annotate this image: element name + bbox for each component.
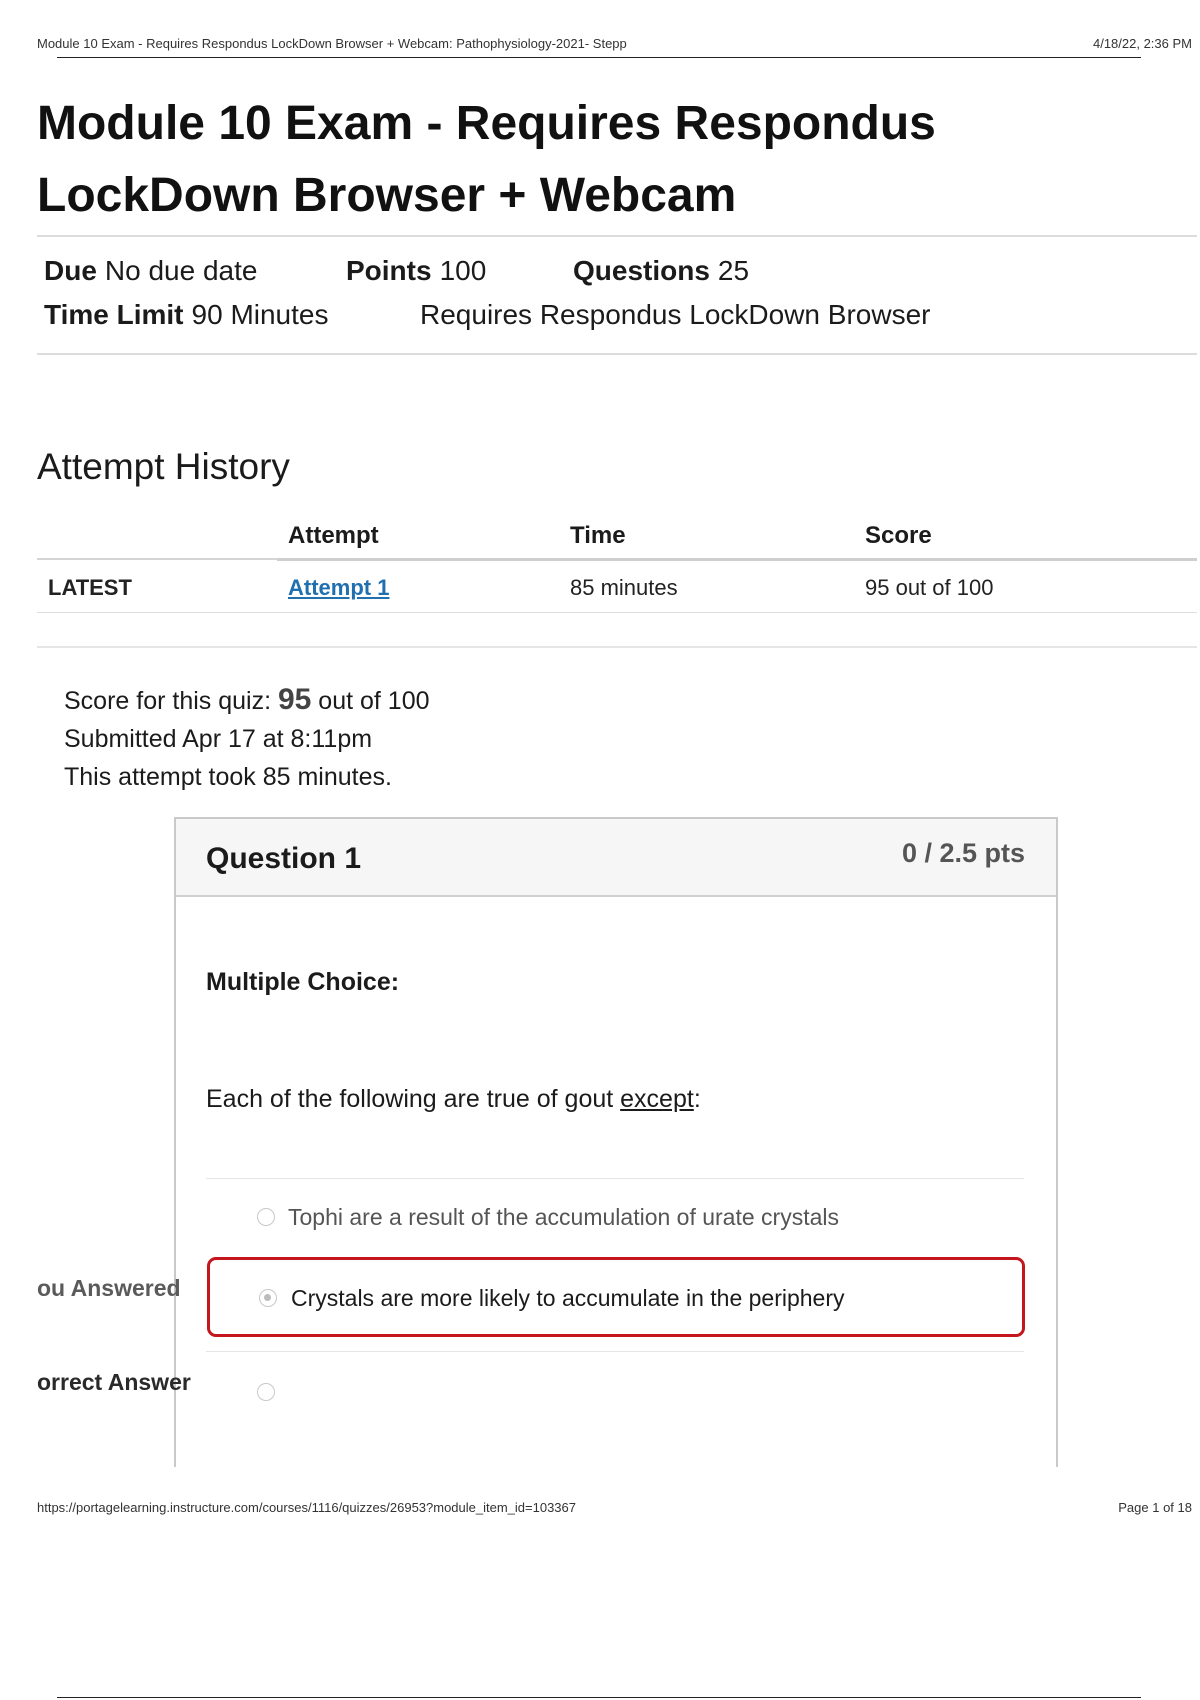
due-label: Due — [44, 255, 97, 286]
attempt-history-heading: Attempt History — [37, 446, 290, 487]
answer-3-radio[interactable] — [257, 1383, 275, 1401]
question-text-start: Each of the following are true of gout — [206, 1085, 621, 1113]
question-type: Multiple Choice: — [206, 968, 400, 996]
title-divider — [37, 235, 1197, 237]
attempt-1-link[interactable]: Attempt 1 — [288, 575, 390, 600]
answer-divider — [206, 1351, 1024, 1352]
question-text-emphasis: except — [620, 1085, 694, 1113]
score-suffix: out of 100 — [311, 687, 430, 715]
answer-1-radio[interactable] — [257, 1208, 275, 1226]
print-footer-url: https://portagelearning.instructure.com/courses/1116/quizzes/26953?module_item_id=103367 — [37, 1500, 576, 1515]
question-text-end: : — [693, 1085, 701, 1113]
column-header-attempt: Attempt — [288, 522, 379, 549]
you-answered-label: ou Answered — [37, 1275, 181, 1301]
page-bottom-divider — [57, 1697, 1141, 1698]
points-value: 100 — [439, 255, 487, 286]
question-text — [206, 1085, 701, 1114]
correct-answer-label: orrect Answer — [37, 1369, 191, 1395]
score-prefix: Score for this quiz: — [64, 687, 278, 715]
points-label: Points — [346, 255, 432, 286]
table-header-divider-accent — [277, 558, 1197, 561]
points-detail — [346, 255, 486, 287]
question-title: Question 1 — [206, 842, 362, 875]
answer-2-text: Crystals are more likely to accumulate in the periphery — [291, 1285, 845, 1311]
table-row-divider — [37, 612, 1197, 613]
lockdown-requirement: Requires Respondus LockDown Browser — [420, 299, 931, 330]
questions-detail — [573, 255, 749, 287]
summary-divider — [37, 646, 1197, 648]
attempt-row-label: LATEST — [48, 575, 132, 600]
attempt-duration: This attempt took 85 minutes. — [64, 763, 392, 791]
page-title: Module 10 Exam - Requires Respondus LockDown Browser + Webcam — [37, 97, 936, 222]
details-divider — [37, 353, 1197, 355]
time-limit-value: 90 Minutes — [191, 299, 329, 330]
print-header-divider — [57, 57, 1141, 58]
time-limit-detail — [44, 299, 328, 331]
submitted-info: Submitted Apr 17 at 8:11pm — [64, 725, 373, 753]
print-header-title: Module 10 Exam - Requires Respondus LockDown Browser + Webcam: Pathophysiology-2021- Stepp — [37, 36, 627, 51]
score-value: 95 — [277, 683, 312, 716]
questions-label: Questions — [573, 255, 710, 286]
question-card — [174, 817, 1058, 1467]
answer-2-radio[interactable] — [259, 1289, 277, 1307]
due-value: No due date — [104, 255, 258, 286]
quiz-score-summary — [64, 683, 430, 717]
print-header-datetime: 4/18/22, 2:36 PM — [1092, 36, 1192, 51]
print-footer-page-number: Page 1 of 18 — [1118, 1500, 1192, 1515]
answer-divider — [206, 1178, 1024, 1179]
due-detail — [44, 255, 257, 287]
column-header-score: Score — [865, 522, 932, 549]
question-points: 0 / 2.5 pts — [901, 838, 1025, 868]
questions-value: 25 — [717, 255, 750, 286]
attempt-score: 95 out of 100 — [865, 575, 994, 600]
time-limit-label: Time Limit — [44, 299, 184, 330]
attempt-time: 85 minutes — [570, 575, 678, 600]
answer-1-text: Tophi are a result of the accumulation of urate crystals — [288, 1204, 840, 1230]
column-header-time: Time — [570, 522, 626, 549]
